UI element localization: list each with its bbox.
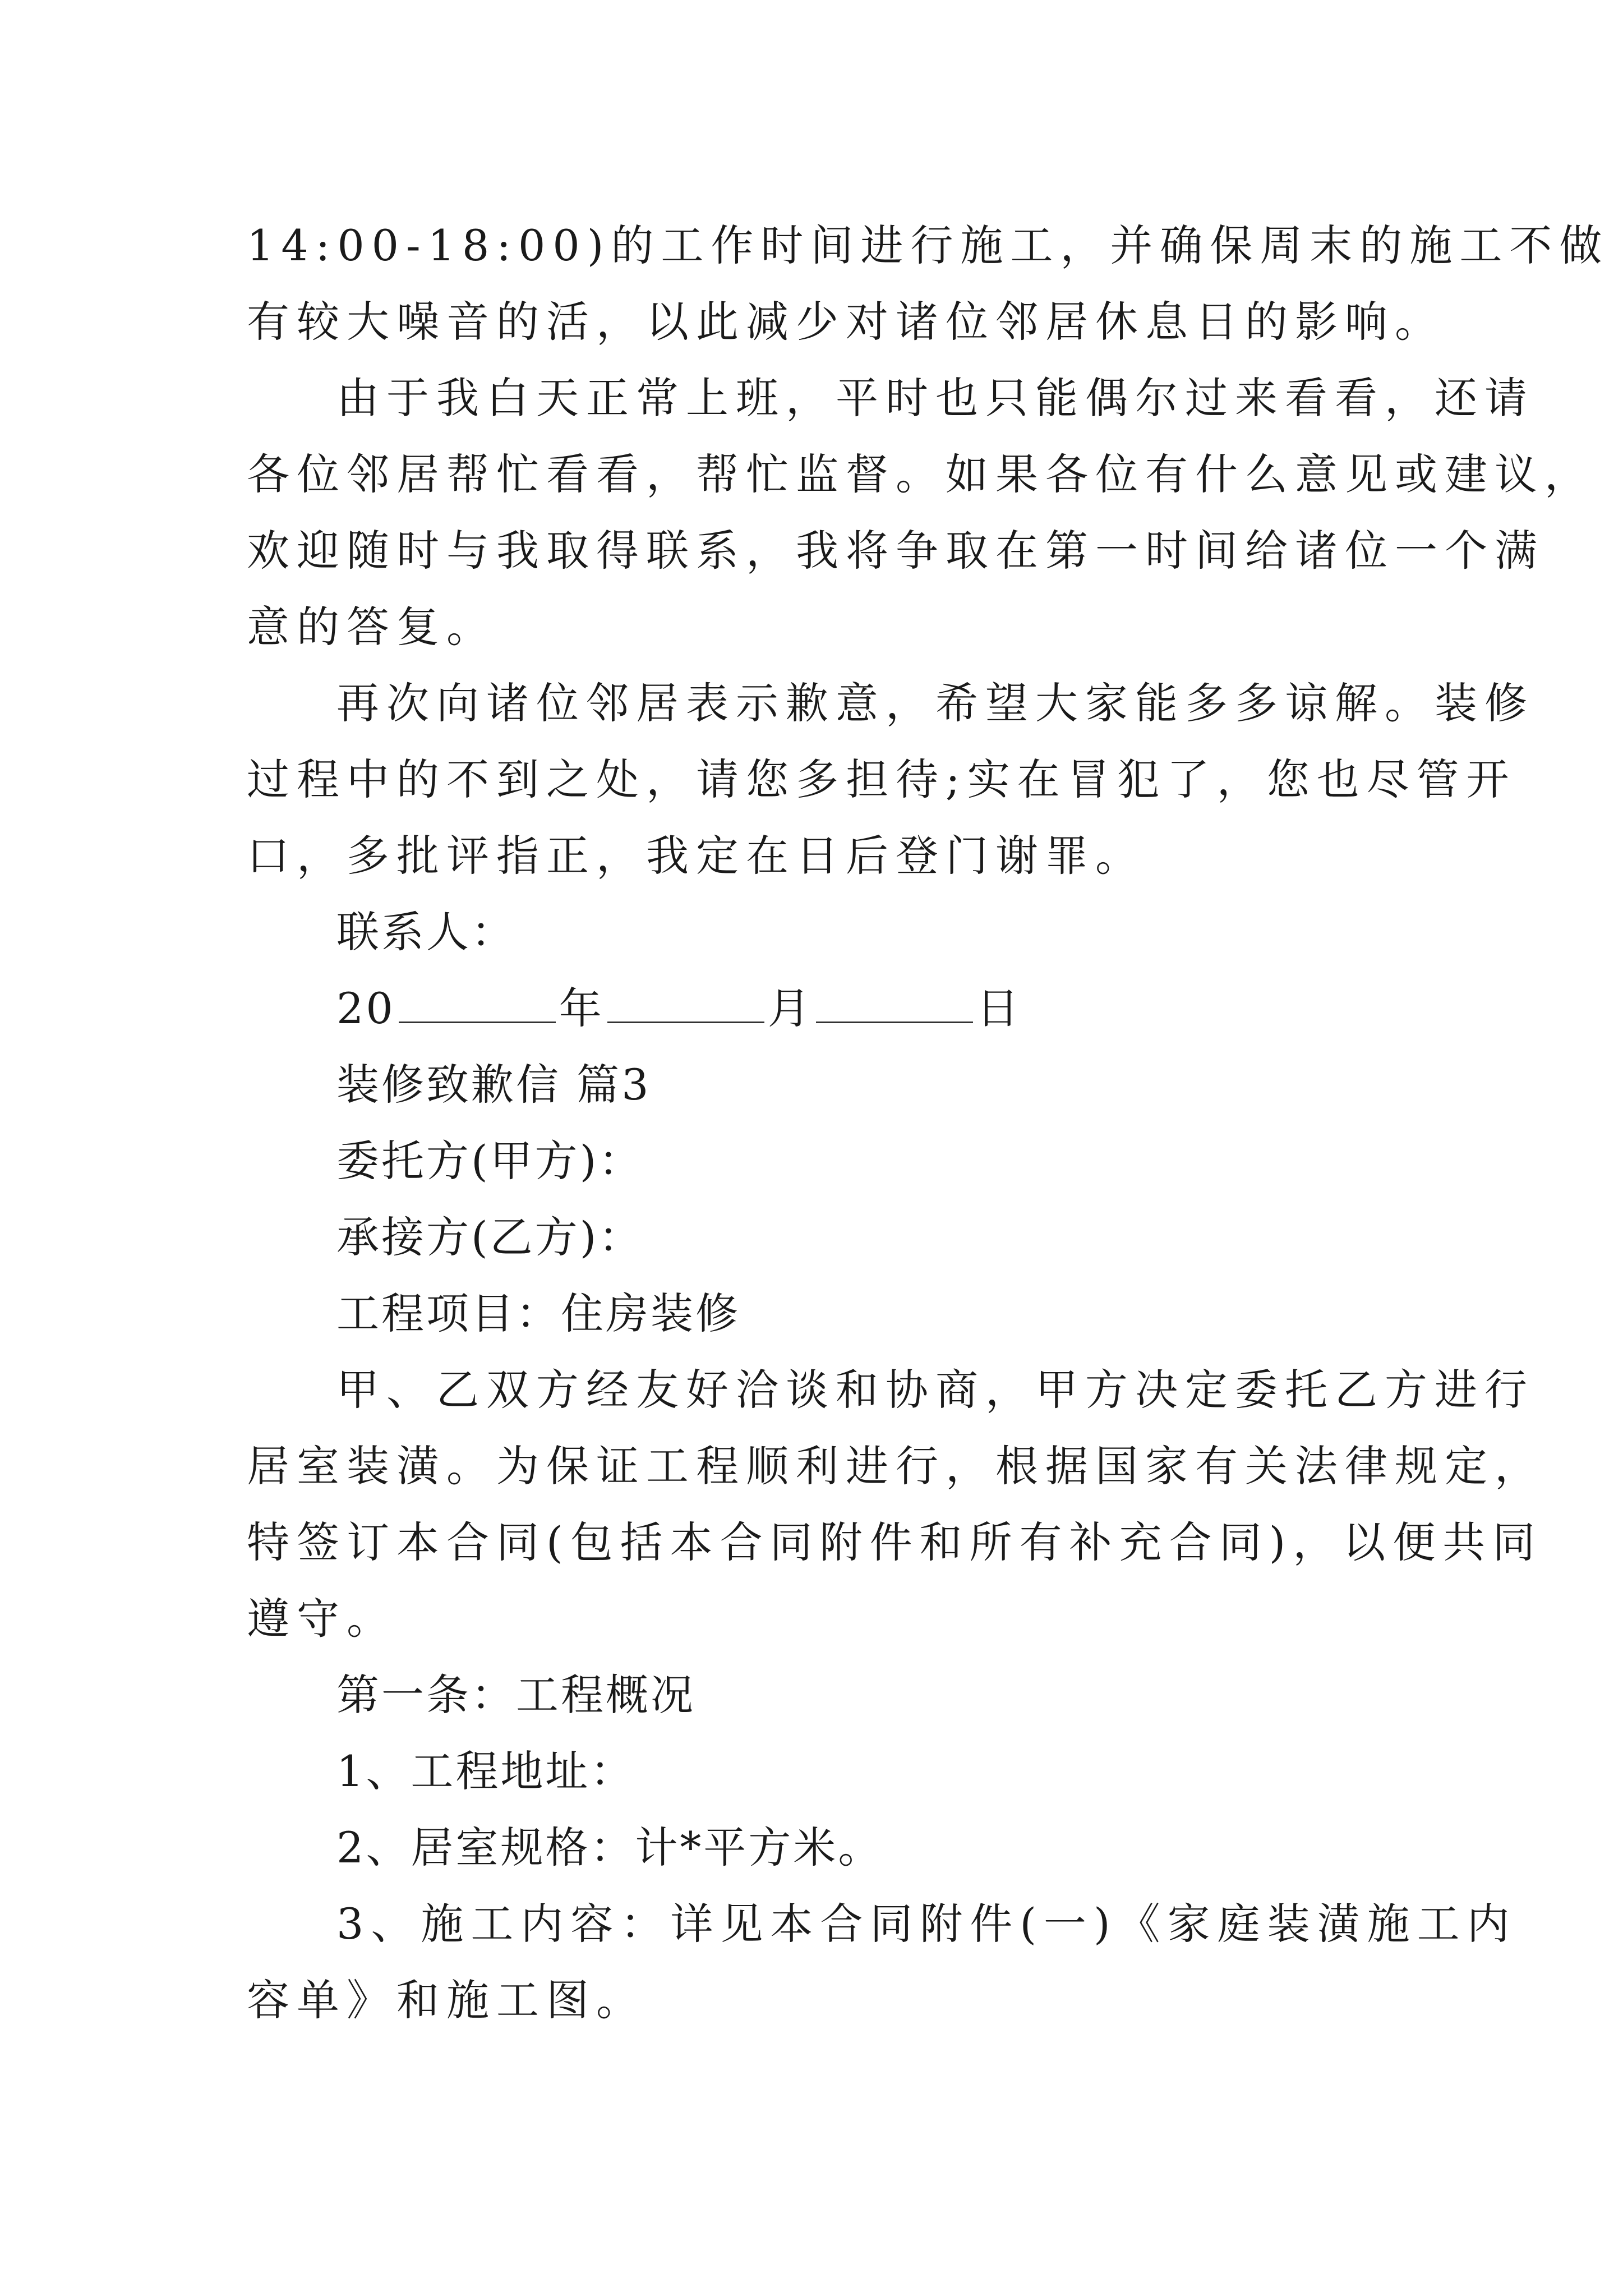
paragraph-line: 居室装潢。为保证工程顺利进行，根据国家有关法律规定， <box>247 1441 1544 1491</box>
article-title: 第一条：工程概况 <box>336 1670 695 1720</box>
date-line <box>247 970 1391 1047</box>
paragraph-line: 由于我白天正常上班，平时也只能偶尔过来看看，还请 <box>336 373 1534 423</box>
list-item: 3、施工内容：详见本合同附件(一)《家庭装潢施工内 <box>336 1899 1517 1949</box>
paragraph-line: 口，多批评指正，我定在日后登门谢罪。 <box>247 831 1145 881</box>
contact-label: 联系人： <box>336 907 516 957</box>
paragraph-line: 再次向诸位邻居表示歉意，希望大家能多多谅解。装修 <box>336 678 1534 728</box>
paragraph-line: 过程中的不到之处，请您多担待;实在冒犯了，您也尽管开 <box>247 754 1516 804</box>
paragraph-line: 欢迎随时与我取得联系，我将争取在第一时间给诸位一个满 <box>247 526 1544 576</box>
paragraph-line: 特签订本合同(包括本合同附件和所有补充合同)，以便共同 <box>247 1517 1543 1567</box>
party-a-label: 委托方(甲方)： <box>336 1136 644 1186</box>
paragraph-line: 14:00-18:00)的工作时间进行施工，并确保周末的施工不做 <box>247 220 1610 270</box>
paragraph-line: 甲、乙双方经友好洽谈和协商，甲方决定委托乙方进行 <box>336 1365 1534 1415</box>
paragraph-line: 意的答复。 <box>247 602 496 652</box>
paragraph-line: 遵守。 <box>247 1594 396 1644</box>
month-blank <box>607 981 764 1023</box>
document-body <box>247 208 1610 2039</box>
project-label: 工程项目：住房装修 <box>336 1289 740 1338</box>
date-prefix: 20 <box>336 983 395 1033</box>
date-year-label: 年 <box>559 983 604 1033</box>
list-item: 2、居室规格：计*平方米。 <box>336 1823 883 1872</box>
party-b-label: 承接方(乙方)： <box>336 1212 644 1262</box>
paragraph-line: 各位邻居帮忙看看，帮忙监督。如果各位有什么意见或建议， <box>247 449 1594 499</box>
date-month-label: 月 <box>767 983 813 1033</box>
list-item-continued: 容单》和施工图。 <box>247 1975 646 2025</box>
list-item: 1、工程地址： <box>336 1746 635 1796</box>
year-blank <box>399 981 556 1023</box>
paragraph-line: 有较大噪音的活，以此减少对诸位邻居休息日的影响。 <box>247 297 1445 347</box>
section-title: 装修致歉信 篇3 <box>336 1060 651 1110</box>
date-day-label: 日 <box>976 983 1021 1033</box>
day-blank <box>816 981 973 1023</box>
